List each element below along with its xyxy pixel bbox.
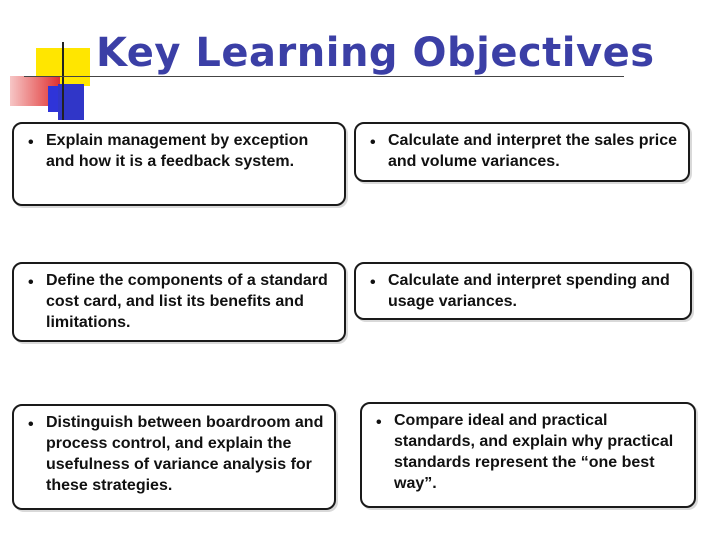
bullet-icon: • [370, 274, 376, 291]
slide-title: Key Learning Objectives [96, 30, 655, 76]
bullet-icon: • [28, 134, 34, 151]
objective-card [12, 404, 336, 510]
title-underline [24, 76, 624, 77]
decorative-logo [0, 0, 100, 120]
objective-text: Calculate and interpret the sales price and volume variances. [388, 132, 677, 170]
vertical-line-decoration [62, 42, 64, 120]
objective-card [12, 122, 346, 206]
objective-card [12, 262, 346, 342]
objective-text: Explain management by exception and how it is a feedback system. [46, 132, 309, 170]
objective-text: Compare ideal and practical standards, and explain why practical standards represent the “one best way”. [394, 412, 674, 492]
objective-card [360, 402, 696, 508]
bullet-icon: • [376, 414, 382, 431]
objective-card [354, 122, 690, 182]
bullet-icon: • [28, 274, 34, 291]
bullet-icon: • [370, 134, 376, 151]
bullet-icon: • [28, 416, 34, 433]
objective-text: Distinguish between boardroom and process control, and explain the usefulness of variance analysis for these strategies. [46, 414, 324, 494]
objective-card [354, 262, 692, 320]
objective-text: Calculate and interpret spending and usage variances. [388, 272, 670, 310]
objective-text: Define the components of a standard cost card, and list its benefits and limitations. [46, 272, 328, 331]
